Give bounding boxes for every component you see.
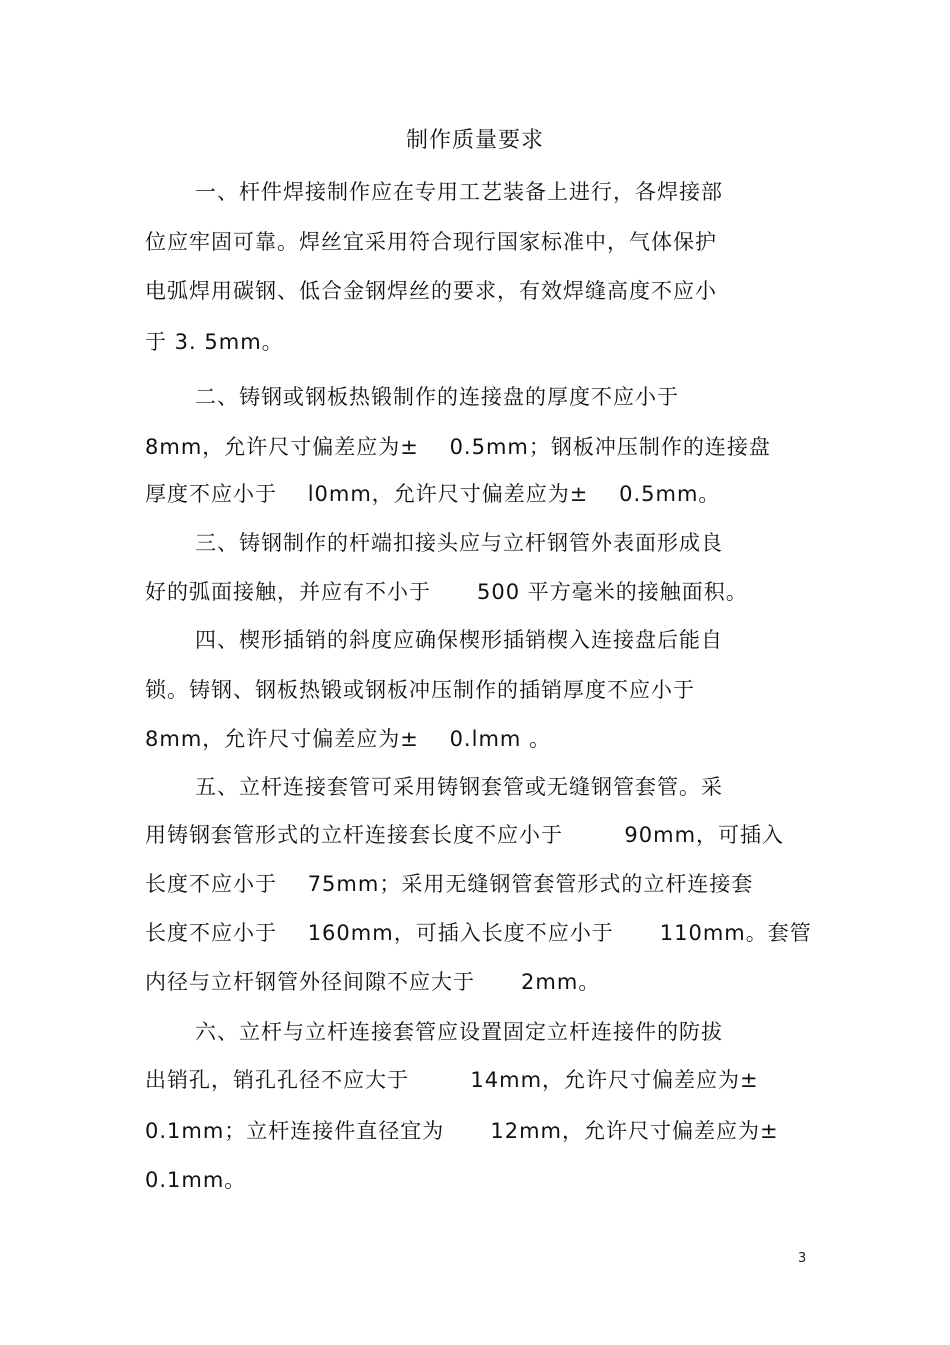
paragraph-4-line-3: 8mm，允许尺寸偏差应为± 0.lmm 。 (145, 727, 552, 751)
paragraph-1-line-1: 一、杆件焊接制作应在专用工艺装备上进行，各焊接部 (195, 180, 723, 204)
paragraph-6-line-3: 0.1mm；立杆连接件直径宜为 12mm，允许尺寸偏差应为± (145, 1119, 779, 1143)
paragraph-3-line-1: 三、铸钢制作的杆端扣接头应与立杆钢管外表面形成良 (195, 531, 723, 555)
paragraph-4-line-2: 锁。铸钢、钢板热锻或钢板冲压制作的插销厚度不应小于 (145, 678, 695, 702)
paragraph-4-line-1: 四、楔形插销的斜度应确保楔形插销楔入连接盘后能自 (195, 628, 723, 652)
paragraph-1-line-2: 位应牢固可靠。焊丝宜采用符合现行国家标准中，气体保护 (145, 230, 717, 254)
paragraph-6-line-1: 六、立杆与立杆连接套管应设置固定立杆连接件的防拔 (195, 1020, 723, 1044)
paragraph-1-line-3: 电弧焊用碳钢、低合金钢焊丝的要求，有效焊缝高度不应小 (145, 279, 717, 303)
paragraph-2-line-2: 8mm，允许尺寸偏差应为± 0.5mm；钢板冲压制作的连接盘 (145, 435, 771, 459)
paragraph-5-line-3: 长度不应小于 75mm；采用无缝钢管套管形式的立杆连接套 (145, 872, 754, 896)
paragraph-6-line-2: 出销孔，销孔孔径不应大于 14mm，允许尺寸偏差应为± (145, 1068, 759, 1092)
paragraph-1-line-4: 于 3. 5mm。 (145, 330, 284, 354)
page-number: 3 (798, 1251, 807, 1266)
paragraph-5-line-4: 长度不应小于 160mm，可插入长度不应小于 110mm。套管 (145, 921, 812, 945)
paragraph-2-line-3: 厚度不应小于 l0mm，允许尺寸偏差应为± 0.5mm。 (145, 482, 721, 506)
paragraph-5-line-5: 内径与立杆钢管外径间隙不应大于 2mm。 (145, 970, 601, 994)
paragraph-3-line-2: 好的弧面接触，并应有不小于 500 平方毫米的接触面积。 (145, 580, 748, 604)
paragraph-2-line-1: 二、铸钢或钢板热锻制作的连接盘的厚度不应小于 (195, 385, 679, 409)
paragraph-5-line-2: 用铸钢套管形式的立杆连接套长度不应小于 90mm，可插入 (145, 823, 785, 847)
paragraph-5-line-1: 五、立杆连接套管可采用铸钢套管或无缝钢管套管。采 (195, 775, 723, 799)
page-title: 制作质量要求 (405, 128, 544, 153)
paragraph-6-line-4: 0.1mm。 (145, 1168, 247, 1192)
